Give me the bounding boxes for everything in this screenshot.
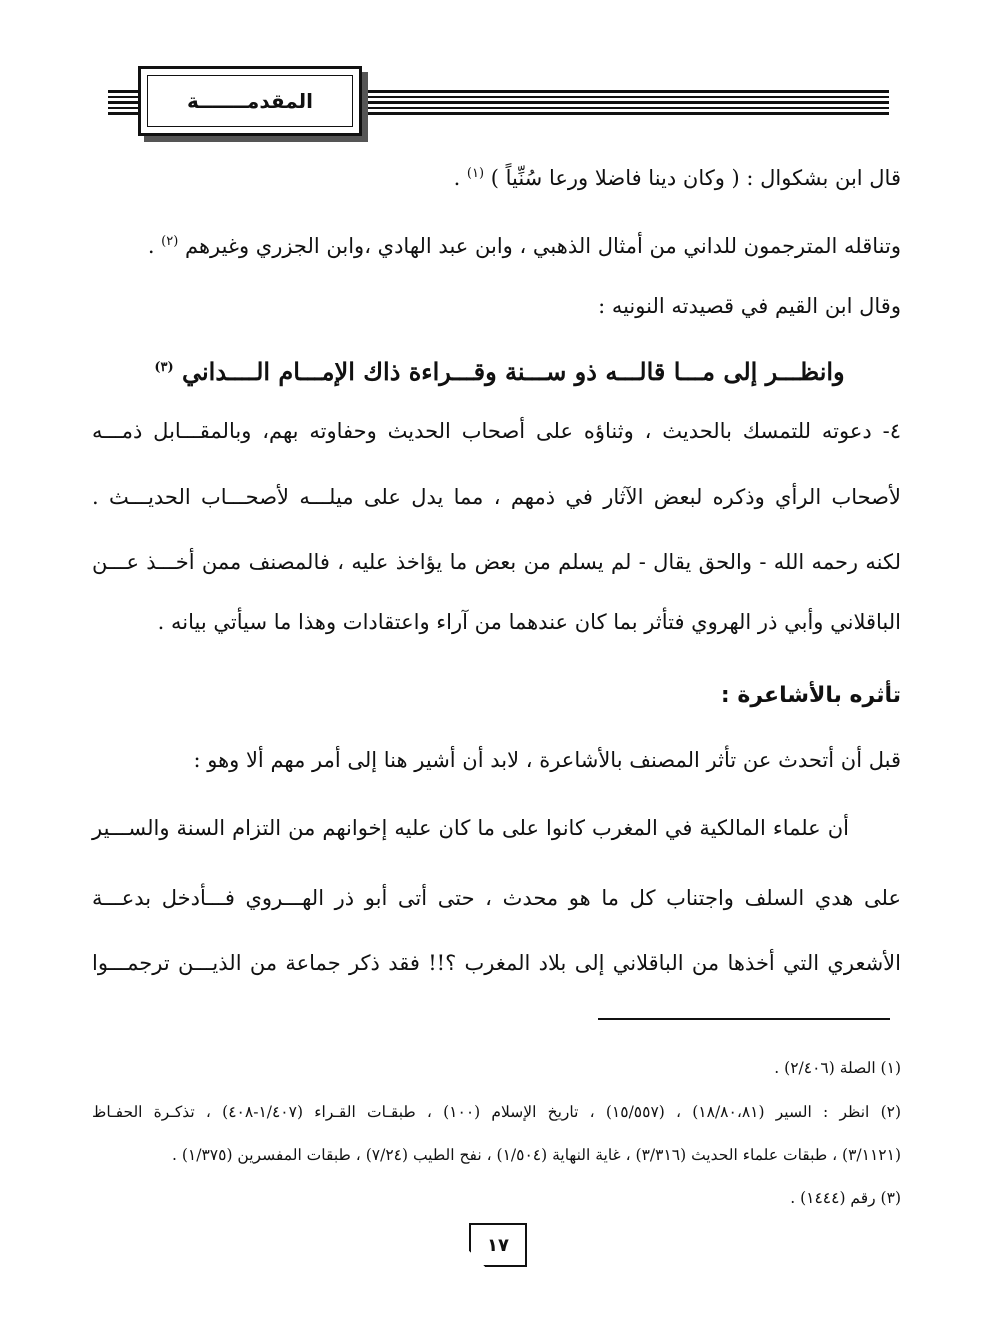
poetry-verse: [150, 352, 849, 388]
text-line: [92, 158, 901, 194]
page-number: ١٧: [487, 1234, 509, 1256]
paragraph-line: لأصحاب الرأي وذكره لبعض الآثار في ذمهم ، مما يدل على ميلـــه لأصحـــاب الحديـــث .: [92, 485, 901, 509]
verse-text: وانظـــر إلى مـــا قالـــه ذو ســـنة وقـــراءة ذاك الإمـــام الــــداني: [173, 357, 845, 386]
paragraph-line: قبل أن أتحدث عن تأثر المصنف بالأشاعرة ، لابد أن أشير هنا إلى أمر مهم ألا وهو :: [193, 748, 901, 772]
chapter-title-box: [138, 66, 362, 136]
footnote: (٣/١١٢١) ، طبقات علماء الحديث (٣/٣١٦) ، غاية النهاية (١/٥٠٤) ، نفح الطيب (٧/٢٤) ، طبقات المفسرين (١/٣٧٥) .: [172, 1146, 901, 1164]
paragraph-line: الأشعري التي أخذها من الباقلاني إلى بلاد المغرب ؟!! فقد ذكر جماعة من الذيـــن ترجمـــوا: [92, 951, 901, 975]
page-number-box: [469, 1223, 527, 1267]
body-text: وتناقله المترجمون للداني من أمثال الذهبي ، وابن عبد الهادي ،وابن الجزري وغيرهم: [178, 234, 901, 258]
footnote-ref: (٣): [154, 360, 174, 375]
paragraph-line: أن علماء المالكية في المغرب كانوا على ما كان عليه إخوانهم من التزام السنة والســـير: [92, 816, 849, 840]
punctuation: .: [453, 166, 467, 190]
paragraph-line: ٤- دعوته للتمسك بالحديث ، وثناؤه على أصحاب الحديث وحفاوته بهم، وبالمقـــابل ذمـــه: [92, 419, 901, 443]
folded-corner: [469, 1251, 485, 1267]
footnote-separator: [598, 1018, 890, 1020]
chapter-title: المقدمـــــــة: [186, 89, 314, 113]
text-line: [92, 290, 901, 322]
paragraph-line: لكنه رحمه الله - والحق يقال - لم يسلم من بعض ما يؤاخذ عليه ، فالمصنف ممن أخـــذ عـــن: [92, 550, 901, 574]
text-line: [92, 226, 901, 262]
footnote: (٢) انظر : السير (١٨/٨٠،٨١) ، (١٥/٥٥٧) ، تاريخ الإسلام (١٠٠) ، طبقـات القـراء (١/٤٠٧-٤٠٨) ، تذكـرة الحفـاظ: [92, 1103, 902, 1121]
footnote-ref: (٢): [161, 234, 179, 249]
body-text: وقال ابن القيم في قصيدته النونيه :: [598, 294, 901, 318]
section-heading: تأثره بالأشاعرة :: [720, 683, 901, 708]
footnote: (٣) رقم (١٤٤٤) .: [790, 1189, 901, 1207]
quote-text: قال ابن بشكوال : ( وكان دينا فاضلا ورعا سُنِّياً ): [484, 166, 901, 190]
paragraph-line: الباقلاني وأبي ذر الهروي فتأثر بما كان عندهما من آراء واعتقادات وهذا ما سيأتي بيانه .: [157, 610, 901, 634]
footnote: (١) الصلة (٢/٤٠٦) .: [774, 1059, 901, 1077]
paragraph-line: على هدي السلف واجتناب كل ما هو محدث ، حتى أتى أبو ذر الهـــروي فـــأدخل بدعـــة: [92, 886, 901, 910]
footnote-ref: (١): [466, 166, 485, 181]
chapter-title-frame: [147, 75, 353, 127]
punctuation: .: [147, 234, 162, 258]
